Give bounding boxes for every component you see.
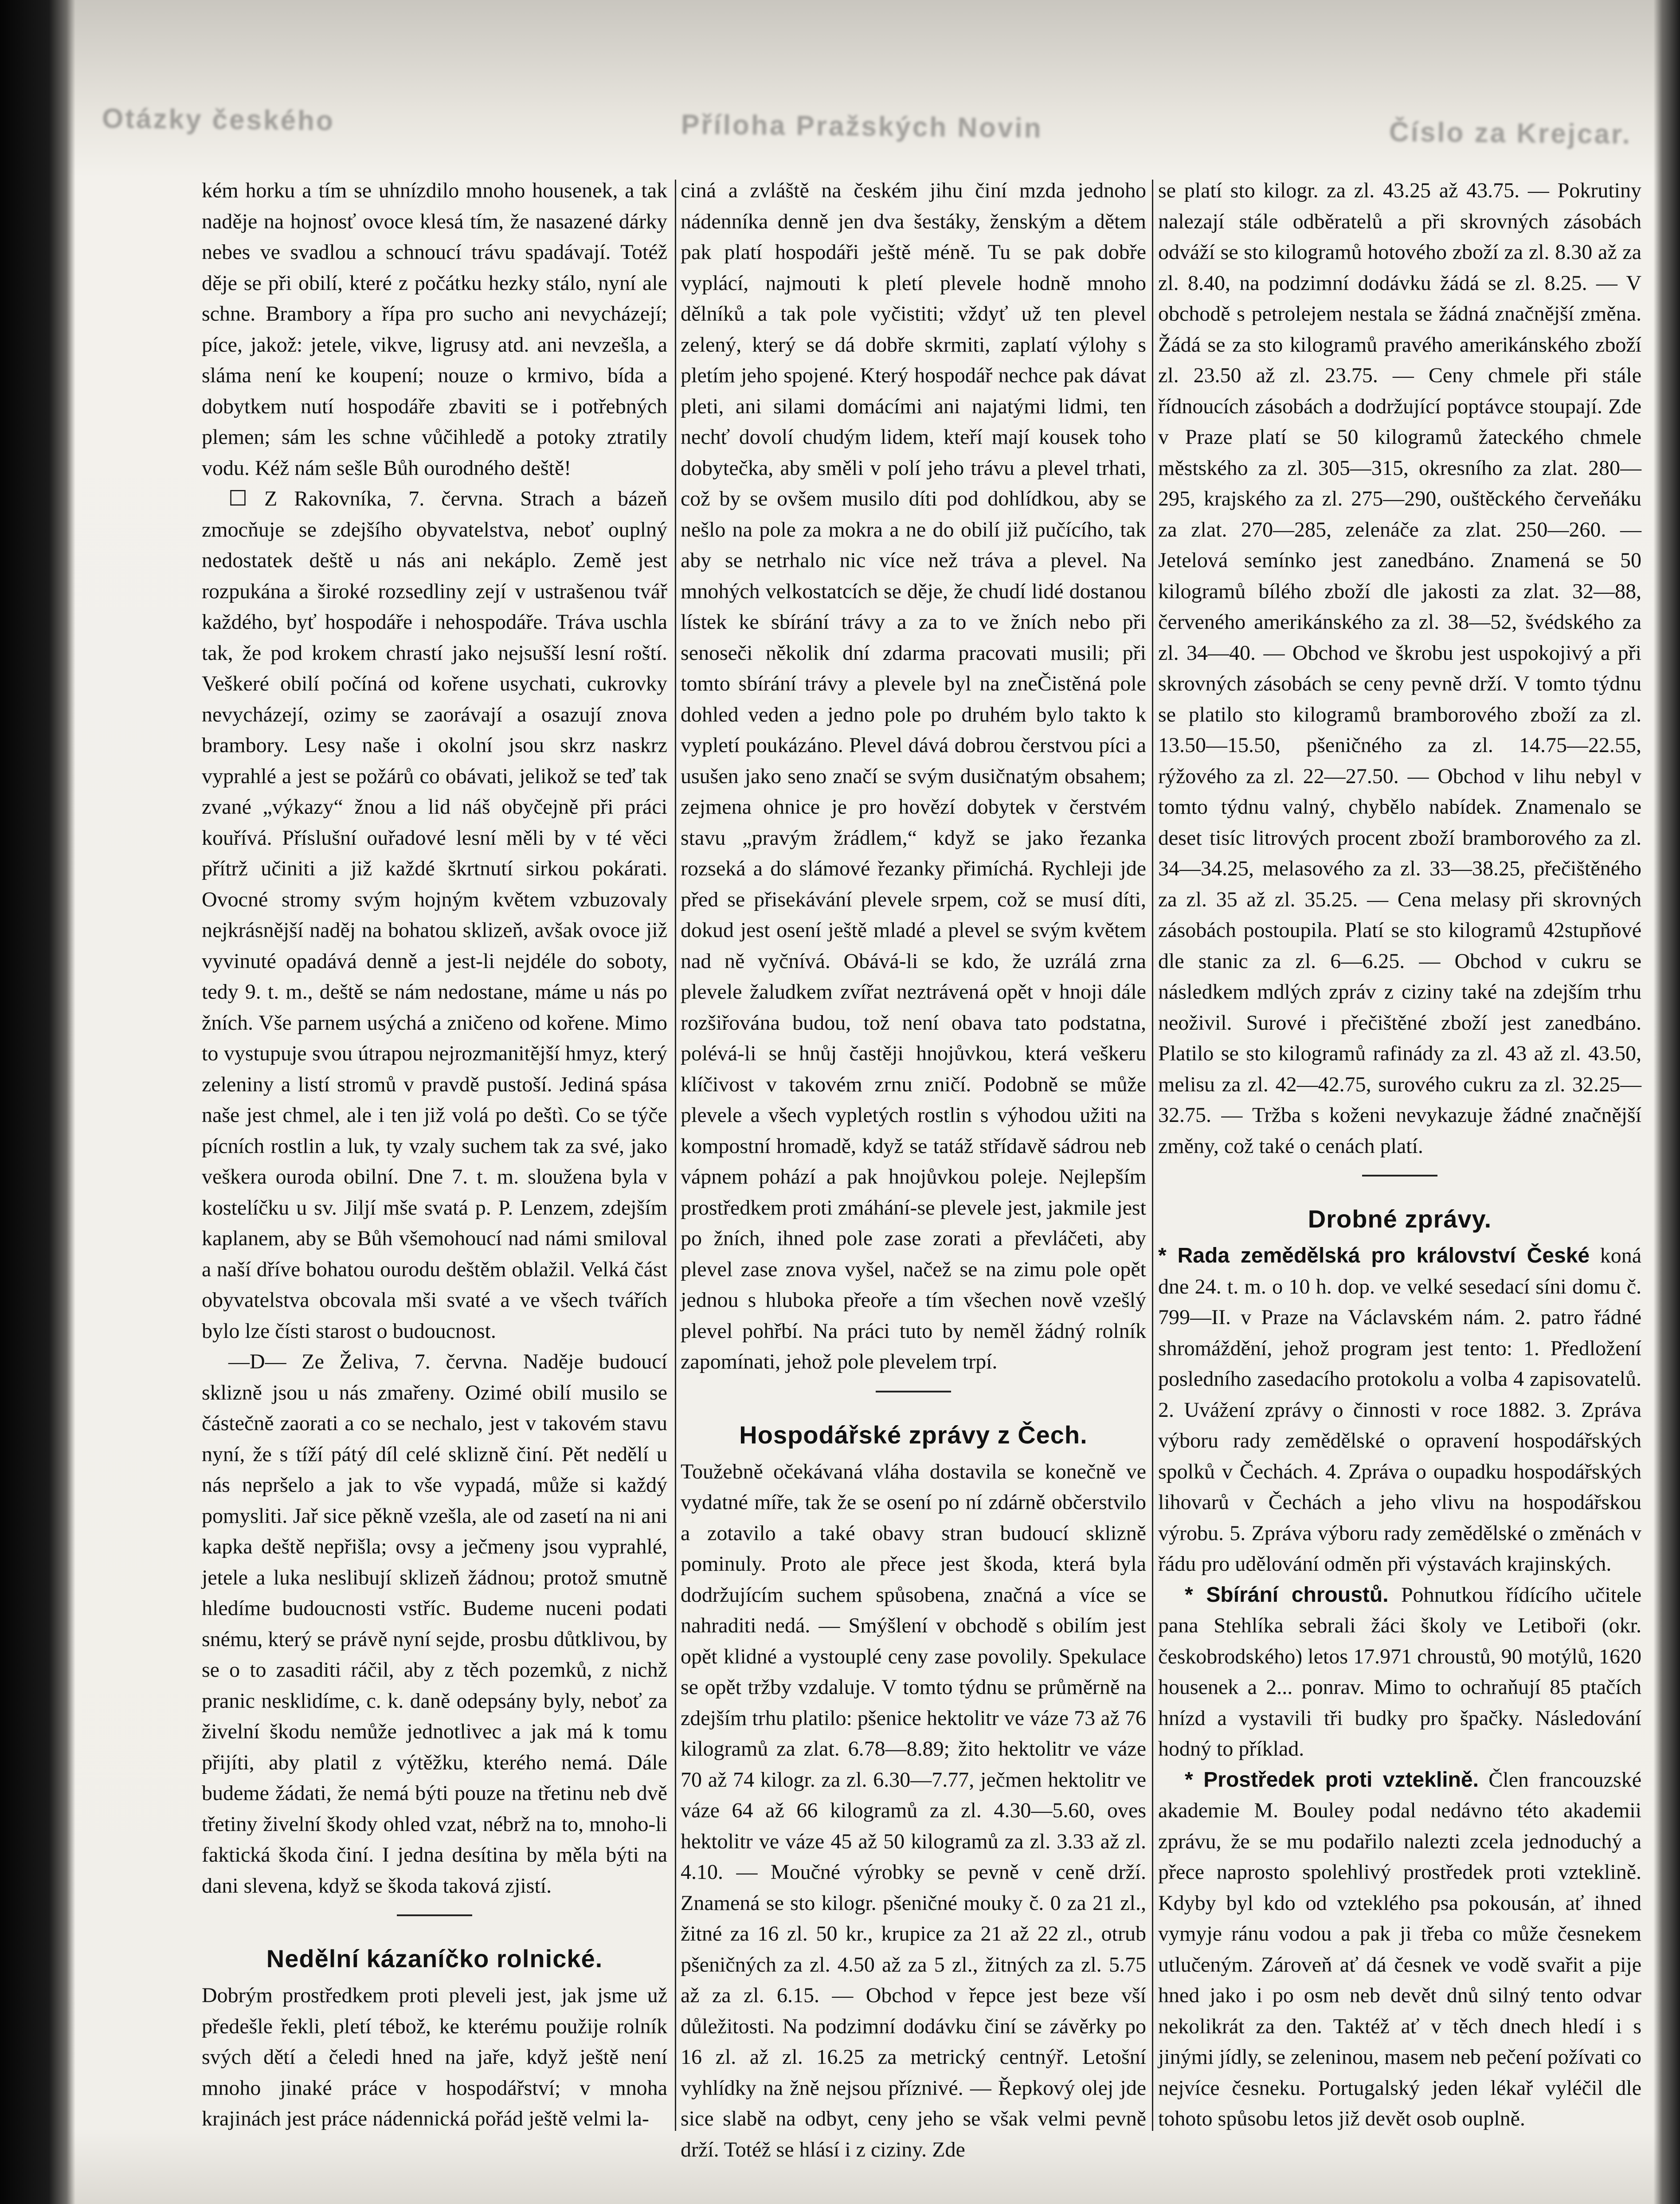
article-paragraph: se platí sto kilogr. za zl. 43.25 až 43.75. — Pokrutiny nalezají stále odběratelů a při skrovných zásobách odváží se sto kilogramů hotového zboží za zl. 8.30 až za zl. 8.40, na podzimní dodávku žádá se zl. 8.25. — V obchodě s petrolejem nestala se žádná značnější změna. Žádá se za sto kilogramů pravého amerikánského zboží zl. 23.50 až zl. 23.75. — Ceny chmele při stále řídnoucích zásobách a dodržující poptávce stoupají. Zde v Praze platí se 50 kilogramů žateckého chmele městského za zl. 305—315, okresního za zlat. 280—295, krajského za zl. 275—290, ouštěckého červeňáku za zlat. 270—285, zelenáče za zlat. 250—260. — Jetelová semínko jest zanedbáno. Znamená se 50 kilogramů bílého zboží dle jakosti za zlat. 32—88, červeného amerikánského za zl. 38—52, švédského za zl. 34—40. — Obchod ve škrobu jest uspokojivý a při skrovných zásobách se ceny pevně drží. V tomto týdnu se platilo sto kilogramů bramborového zboží za zl. 13.50—15.50, pšeničného za zl. 14.75—22.55, rýžového za zl. 22—27.50. — Obchod v lihu nebyl v tomto týdnu valný, chybělo nabídek. Znamenalo se deset tisíc litrových procent zboží bramborového za zl. 34—34.25, melasového za zl. 33—38.25, přečištěného za zl. 35 až zl. 35.25. — Cena melasy při skrovných zásobách postoupila. Platí se sto kilogramů 42stupňové dle stanic za zl. 6—6.25. — Obchod v cukru se následkem mdlých zpráv z ciziny také na zdejším trhu neoživil. Surové i přečištěné zboží jest zanedbáno. Platilo se sto kilogramů rafinády za zl. 43 až zl. 43.50, melisu za zl. 42—42.75, surového cukru za zl. 32.25—32.75. — Tržba s koženi nevykazuje žádné značnější změny, což také o cenách platí.: [1158, 179, 1641, 1158]
article-paragraph: ciná a zvláště na českém jihu činí mzda jednoho nádenníka denně jen dva šestáky, ženským a dětem pak platí hospodáři ještě méně. Tu se pak dobře vyplácí, najmouti k pletí plevele hodně mnoho dělníků a tak pole vyčistiti; vždyť už ten plevel zelený, který se dá dobře skrmiti, zaplatí výlohy s pletím jeho spojené. Který hospodář nechce pak dávat pleti, ani silami domácími ani najatými lidmi, ten nechť dovolí chudým lidem, kteří mají kousek toho dobytečka, aby směli v polí jeho trávu a plevel trhati, což by se ovšem musilo díti pod dohlídkou, aby se nešlo na pole za mokra a ne do obilí již pučícího, tak aby se netrhalo nic více než tráva a plevel. Na mnohých velkostatcích se děje, že chudí lidé dostanou lístek ke sbírání trávy a za to ve žních nebo při senoseči několik dní zdarma pracovati musili; při tomto sbírání trávy a plevele byl na zneČistěná pole dohled veden a jedno pole po druhém bylo takto k vypletí poukázáno. Plevel dává dobrou čerstvou píci a usušen jako seno značí se svým dusičnatým obsahem; zejmena ohnice je pro hovězí dobytek v čerstvém stavu „pravým žrádlem,“ když se jako řezanka rozseká a do slámové řezanky přimíchá. Rychleji jde před se přisekávání plevele srpem, což se musí díti, dokud jest osení ještě mladé a plevel se svým květem nad ně vyčnívá. Obává-li se kdo, že uzrálá zrna plevele žaludkem zvířat neztrávená opět v hnoji dále rozšiřována budou, tož není obava tato podstatna, polévá-li se hnůj častěji hnojůvkou, která veškeru klíčivost v takovém zrnu zničí. Podobně se může plevele a všech vypletých rostlin s výhodou užiti na kompostní hromadě, když se tatáž střídavě sádrou neb vápnem pohází a pak hnojůvkou poleje. Nejlepším prostředkem proti zmáhání-se plevele jest, jakmile jest po žních, ihned pole zase zorati a převláčeti, aby plevel zase znova vyšel, načež se na zimu pole opět jednou s hluboka přeoře a tím všechen nově vzešlý plevel pohřbí. Na práci tuto by neměl žádný rolník zapomínati, jehož pole plevelem trpí.: [681, 179, 1146, 1373]
news-item: [1158, 1580, 1641, 1765]
article-paragraph: ☐ Z Rakovníka, 7. června. Strach a bázeň zmocňuje se zdejšího obyvatelstva, neboť ouplný nedostatek deště u nás ani nekáplo. Země jest rozpukána a široké rozsedliny zejí v ustrašenou tvář každého, byť hospodáře i nehospodáře. Tráva uschla tak, že pod krokem chrastí jako nejsušší lesní roští. Veškeré obilí počíná od kořene usychati, cukrovky nevycházejí, ozimy se zaorávají a osazují znova brambory. Lesy naše i okolní jsou skrz naskrz vyprahlé a jest se požárů co obávati, jelikož se teď tak zvané „výkazy“ žnou a lid náš obyčejně při práci kouřívá. Příslušní ouřadové lesní měli by v té věci přítrž učiniti a již každé škrtnutí sirkou pokárati. Ovocné stromy svým hojným květem vzbuzovaly nejkrásnější naděj na bohatou sklizeň, avšak ovoce již vyvinuté opadává denně a jest-li nejdéle do soboty, tedy 9. t. m., deště se nám nedostane, máme u nás po žních. Vše parnem usýchá a zničeno od kořene. Mimo to vystupuje svou útrapou nejrozmanitější hmyz, který zeleniny a listí stromů v pravdě pustoší. Jediná spása naše jest chmel, ale i ten již volá po deštì. Co se týče pícních rostlin a luk, ty vzaly suchem tak za své, jako veškera ouroda obilní. Dne 7. t. m. sloužena byla v kostelíčku u sv. Jiljí mše svatá p. P. Lenzem, zdejším kaplanem, aby se Bůh všemohoucí nad námi smiloval a naší dříve bohatou ourodu deštěm oblažil. Velká část obyvatelstva obcovala mši svaté a ve všech tvářích bylo lze čísti starost o budoucnost.: [202, 487, 667, 1343]
article-paragraph: Dobrým prostředkem proti pleveli jest, jak jsme už předešle řekli, pletí tébož, ke kterému použije rolník svých dětí a čeledi hned na jaře, když ještě není mnoho jinaké práce v hospodářství; v mnoha krajinách jest práce nádennická pořád ještě velmi la-: [202, 1984, 667, 2130]
news-item-body: koná dne 24. t. m. o 10 h. dop. ve velké sesedací síni domu č. 799—II. v Praze na Václavském nám. 2. patro řádné shromáždění, jehož program jest tento: 1. Předložení posledního zasedacího protokolu a volba 4 zapisovatelů. 2. Uvážení zprávy o činnosti v roce 1882. 3. Zpráva výboru rady zemědělské o opravení hospodářských spolků v Čechách. 4. Zpráva o oupadku hospodářských lihovarů v Čechách a jeho vlivu na hospodářskou výrobu. 5. Zpráva výboru rady zemědělské o změnách v řádu pro udělování odměn při výstavách krajinských.: [1158, 1244, 1642, 1576]
article-paragraph: kém horku a tím se uhnízdilo mnoho housenek, a tak naděje na hojnosť ovoce klesá tím, že nasazené dárky nebes ve svadlou a schnoucí trávu spadávají. Totéž děje se při obilí, které z počátku hezky stálo, nyní ale schne. Brambory a řípa pro sucho ani nevycházejí; píce, jakož: jetele, vikve, ligrusy atd. ani nevzešla, a sláma není ke koupení; nouze o krmivo, bída a dobytkem nutí hospodáře zbaviti se i potřebných plemen; sám les schne vůčihledě a potoky ztratily vodu. Kéž nám sešle Bůh ourodného deště!: [202, 179, 667, 480]
news-item-title: * Sbírání chroustů.: [1185, 1583, 1389, 1607]
news-item-body: Člen francouzské akademie M. Bouley podal nedávno této akademii zprávu, že se mu podařilo nalezti zcela jednoduchý a přece naprosto spolehlivý prostředek proti vzteklině. Kdyby byl kdo od vzteklého psa pokousán, ať ihned vymyje ránu vodou a pak ji třeba co může česnekem utlučeným. Zároveň ať dá česnek ve vodě svařit a pije hned jako i po osm neb devět dnů silný tento odvar nekolikrát za den. Taktéž ať v těch dnech hledí i s jinými jídly, se zeleninou, masem neb pečení požívati co nejvíce česneku. Portugalský jeden lékař vyléčil dle tohoto spůsobu letos již devět osob ouplně.: [1158, 1768, 1641, 2130]
news-item: [1158, 1765, 1641, 2134]
section-heading: Hospodářské zprávy z Čech.: [739, 1420, 1088, 1449]
column-rule: [1152, 180, 1153, 2131]
news-item-title: * Prostředek proti vzteklině.: [1185, 1768, 1479, 1792]
section-separator: [397, 1914, 472, 1916]
news-item-title: * Rada zemědělská pro království České: [1158, 1244, 1590, 1267]
article-paragraph: —D— Ze Želiva, 7. června. Naděje budoucí sklizně jsou u nás zmařeny. Ozimé obilí musilo se částečně zaorati a co se nechalo, jest v takovém stavu nyní, že s tíží pátý díl celé sklizně činí. Pět nedělí u nás nepršelo a jak to vše vypadá, může si každý pomysliti. Jař sice pěkně vzešla, ale od zasetí na ni ani kapka deště nepřišla; ovsy a ječmeny jsou vyprahlé, jetele a luka neslibují sklizeň žádnou; protož smutně hledíme budoucnosti vstříc. Budeme nuceni podati snému, který se právě nyní sejde, prosbu důtklivou, by se o to zasaditi ráčil, aby z těch pozemků, z nichž pranic nesklidíme, c. k. daně odepsány byly, neboť za živelní škodu nemůže jednotlivec a jak má k tomu přijíti, aby platil z výtěžku, kterého nemá. Dále budeme žádati, že nemá býti pouze na třetinu neb dvě třetiny živelní škody ohled vzat, nébrž na to, mnoho-li faktická škoda činí. I jedna desítina by měla býti na dani slevena, když se škoda taková zjistí.: [202, 1350, 667, 1898]
news-item-body: Pohnutkou řídícího učitele pana Stehlíka sebrali žáci školy ve Letiboři (okr. českobrodského) letos 17.971 chroustů, 90 motýlů, 1620 housenek a 2... ponrav. Mimo to ochraňují 85 ptačích hnízd a vystavili tři budky pro špačky. Následování hodný to příklad.: [1158, 1583, 1642, 1761]
section-separator: [876, 1391, 951, 1392]
masthead-center: Příloha Pražských Novin: [681, 109, 1043, 144]
article-paragraph: Toužebně očekávaná vláha dostavila se konečně ve vydatné míře, tak že se osení po ní zdárně občerstvilo a zotavilo a také obavy stran budoucí sklizně pominuly. Proto ale přece jest škoda, která byla dodržujícím suchem spůsobena, značná a více se nahraditi nedá. — Smýšlení v obchodě s obilím jest opět klidné a vystouplé ceny zase povolily. Spekulace se opět tržby vzdaluje. V tomto týdnu se průměrně na zdejším trhu platilo: pšenice hektolitr ve váze 73 až 76 kilogramů za zlat. 6.78—8.89; žito hektolitr ve váze 70 až 74 kilogr. za zl. 6.30—7.77, ječmen hektolitr ve váze 64 až 66 kilogramů za zl. 4.30—5.60, oves hektolitr ve váze 45 až 50 kilogramů za zl. 3.33 až zl. 4.10. — Moučné výrobky se pevně v ceně drží. Znamená se sto kilogr. pšeničné mouky č. 0 za 21 zl., žitné za 16 zl. 50 kr., krupice za 21 až 22 zl., otrub pšeničných za zl. 4.50 až za 5 zl., žitných za zl. 5.75 až za zl. 6.15. — Obchod v řepce jest beze vší důležitosti. Na podzimní dodávku činí se závěrky po 16 zl. až zl. 16.25 za metrický centnýř. Letošní vyhlídky na žně nejsou příznivé. — Řepkový olej jde sice slabě na odbyt, ceny jeho se však velmi pevně drží. Totéž se hlásí i z ciziny. Zde: [681, 1459, 1146, 2161]
news-item: [1158, 1240, 1641, 1580]
faded-masthead: [102, 67, 1632, 185]
column-3: [1158, 175, 1642, 2130]
scan-shadow-right: [1653, 0, 1680, 2204]
column-2: [681, 175, 1146, 2161]
section-separator: [1362, 1175, 1437, 1177]
column-1: [202, 175, 667, 2130]
section-heading: Nedělní kázaníčko rolnické.: [266, 1945, 603, 1973]
masthead-right: Číslo za Krejcar.: [1389, 116, 1632, 150]
section-heading: Drobné zprávy.: [1308, 1205, 1492, 1233]
masthead-left: Otázky českého: [102, 103, 335, 136]
scan-shadow-left: [0, 0, 75, 2204]
column-rule: [675, 180, 676, 2131]
